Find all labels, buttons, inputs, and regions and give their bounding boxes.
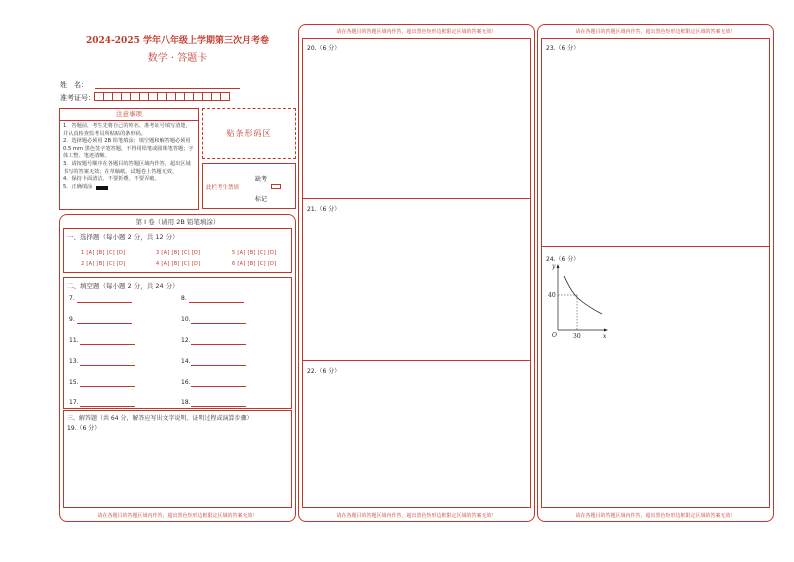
fill-q18-num: 18. — [181, 399, 191, 406]
choice-q6[interactable]: 6 [A] [B] [C] [D] — [232, 261, 277, 267]
fill-q10-num: 10. — [181, 316, 191, 323]
notice-box — [59, 108, 199, 210]
fill-q8-line[interactable] — [189, 302, 244, 303]
q19-label: 19.（6 分） — [67, 425, 101, 432]
notice-item: 3．请按题号顺序在各题目的答题区域内作答，超出区域书写的答案无效；在草稿纸、试题卷上答题无效。 — [63, 160, 191, 175]
name-field[interactable] — [95, 88, 240, 89]
answer-box-q21[interactable] — [302, 198, 531, 361]
decay-curve — [564, 276, 602, 314]
section2-box — [63, 277, 292, 409]
notice-item: 1．答题前，考生先将自己的姓名、准考证号填写清楚，并认真检查监考员所粘贴的条形码。 — [63, 123, 191, 137]
fill-q7-num: 7. — [69, 295, 75, 302]
x-tick-label: 30 — [573, 333, 581, 340]
fill-q14-line[interactable] — [191, 365, 246, 366]
fill-q15-line[interactable] — [80, 386, 135, 387]
answer-box-q22[interactable] — [302, 360, 531, 508]
choice-q2[interactable]: 2 [A] [B] [C] [D] — [81, 261, 126, 267]
section3-box[interactable] — [63, 410, 292, 508]
x-axis-arrow — [604, 329, 608, 332]
fill-q11-num: 11. — [69, 337, 79, 344]
fill-q13-num: 13. — [69, 358, 79, 365]
fill-q16-line[interactable] — [191, 386, 246, 387]
answer-box-q24[interactable] — [541, 246, 770, 508]
fill-q9-line[interactable] — [77, 323, 132, 324]
y-axis-arrow — [557, 264, 560, 268]
fill-q13-line[interactable] — [80, 365, 135, 366]
section1-box — [63, 228, 292, 273]
fill-q10-line[interactable] — [191, 323, 246, 324]
barcode-area — [202, 108, 296, 159]
exam-id-boxes[interactable] — [94, 92, 230, 101]
section2-title: 二、填空题（每小题 2 分，共 24 分） — [67, 282, 179, 290]
part1-title: 第 I 卷（请用 2B 铅笔填涂） — [135, 218, 220, 226]
fill-q16-num: 16. — [181, 379, 191, 386]
q22-label: 22.（6 分） — [307, 368, 341, 375]
fill-q17-line[interactable] — [80, 406, 135, 407]
answer-box-q20[interactable] — [302, 38, 531, 199]
fill-q8-num: 8. — [181, 295, 187, 302]
fill-q17-num: 17. — [69, 399, 79, 406]
absent-note: 此栏考生禁填 — [206, 185, 240, 191]
card-subtitle: 数学 · 答题卡 — [147, 53, 208, 64]
warning-col3-bottom: 请在各题目的答题区域内作答，超出黑色矩形边框限定区域的答案无效！ — [575, 513, 736, 519]
warning-col3-top: 请在各题目的答题区域内作答，超出黑色矩形边框限定区域的答案无效！ — [575, 29, 736, 35]
section3-title: 三、解答题（共 64 分，解答应写出文字说明、证明过程或演算步骤） — [67, 415, 253, 422]
choice-q5[interactable]: 5 [A] [B] [C] [D] — [232, 250, 277, 256]
absent-mark-box[interactable] — [271, 184, 281, 189]
fill-q14-num: 14. — [181, 358, 191, 365]
fill-q11-line[interactable] — [80, 344, 135, 345]
answer-box-q23[interactable] — [541, 38, 770, 247]
section1-title: 一、选择题（每小题 2 分，共 12 分） — [67, 233, 179, 241]
name-label: 姓 名： — [60, 81, 88, 89]
fill-q7-line[interactable] — [77, 302, 132, 303]
filled-mark-sample — [96, 186, 108, 190]
exam-id-box[interactable] — [220, 92, 230, 101]
warning-col2-top: 请在各题目的答题区域内作答，超出黑色矩形边框限定区域的答案无效！ — [336, 29, 497, 35]
warning-col2-bottom: 请在各题目的答题区域内作答，超出黑色矩形边框限定区域的答案无效！ — [336, 513, 497, 519]
fill-q12-num: 12. — [181, 337, 191, 344]
notice-item: 4．保持卡面清洁，不要折叠、不要弄破。 — [63, 176, 160, 183]
notice-title: 注意事项 — [60, 109, 198, 121]
q23-label: 23.（6 分） — [546, 45, 580, 52]
q21-label: 21.（6 分） — [307, 206, 341, 213]
absent-box — [202, 163, 296, 209]
origin-label: O — [552, 332, 557, 339]
q20-label: 20.（6 分） — [307, 45, 341, 52]
notice-item-5 — [63, 184, 195, 192]
exam-id-label: 准考证号： — [60, 94, 95, 102]
function-graph — [542, 262, 622, 347]
fill-q18-line[interactable] — [191, 406, 246, 407]
barcode-label: 贴条形码区 — [226, 129, 272, 138]
fill-q12-line[interactable] — [191, 344, 246, 345]
absent-label-a: 缺考 — [255, 176, 268, 183]
notice-item: 2．选择题必须用 2B 铅笔填涂；填空题和解答题必须用 0.5 mm 黑色签字笔答题，不得用铅笔或圆珠笔答题；字体工整、笔迹清晰。 — [63, 138, 194, 160]
choice-q4[interactable]: 4 [A] [B] [C] [D] — [156, 261, 201, 267]
choice-q3[interactable]: 3 [A] [B] [C] [D] — [156, 250, 201, 256]
card-title: 2024-2025 学年八年级上学期第三次月考卷 — [86, 36, 269, 46]
y-axis-label: y — [552, 263, 556, 270]
fill-q9-num: 9. — [69, 316, 75, 323]
y-tick-label: 40 — [548, 292, 556, 299]
notice-item-label: 5．正确填涂 — [63, 183, 93, 190]
choice-q1[interactable]: 1 [A] [B] [C] [D] — [81, 250, 126, 256]
q24-label: 24.（6 分） — [546, 256, 580, 263]
x-axis-label: x — [603, 333, 607, 340]
warning-col1: 请在各题目的答题区域内作答，超出黑色矩形边框限定区域的答案无效！ — [97, 513, 258, 519]
fill-q15-num: 15. — [69, 379, 79, 386]
absent-label-b: 标记 — [255, 196, 268, 203]
